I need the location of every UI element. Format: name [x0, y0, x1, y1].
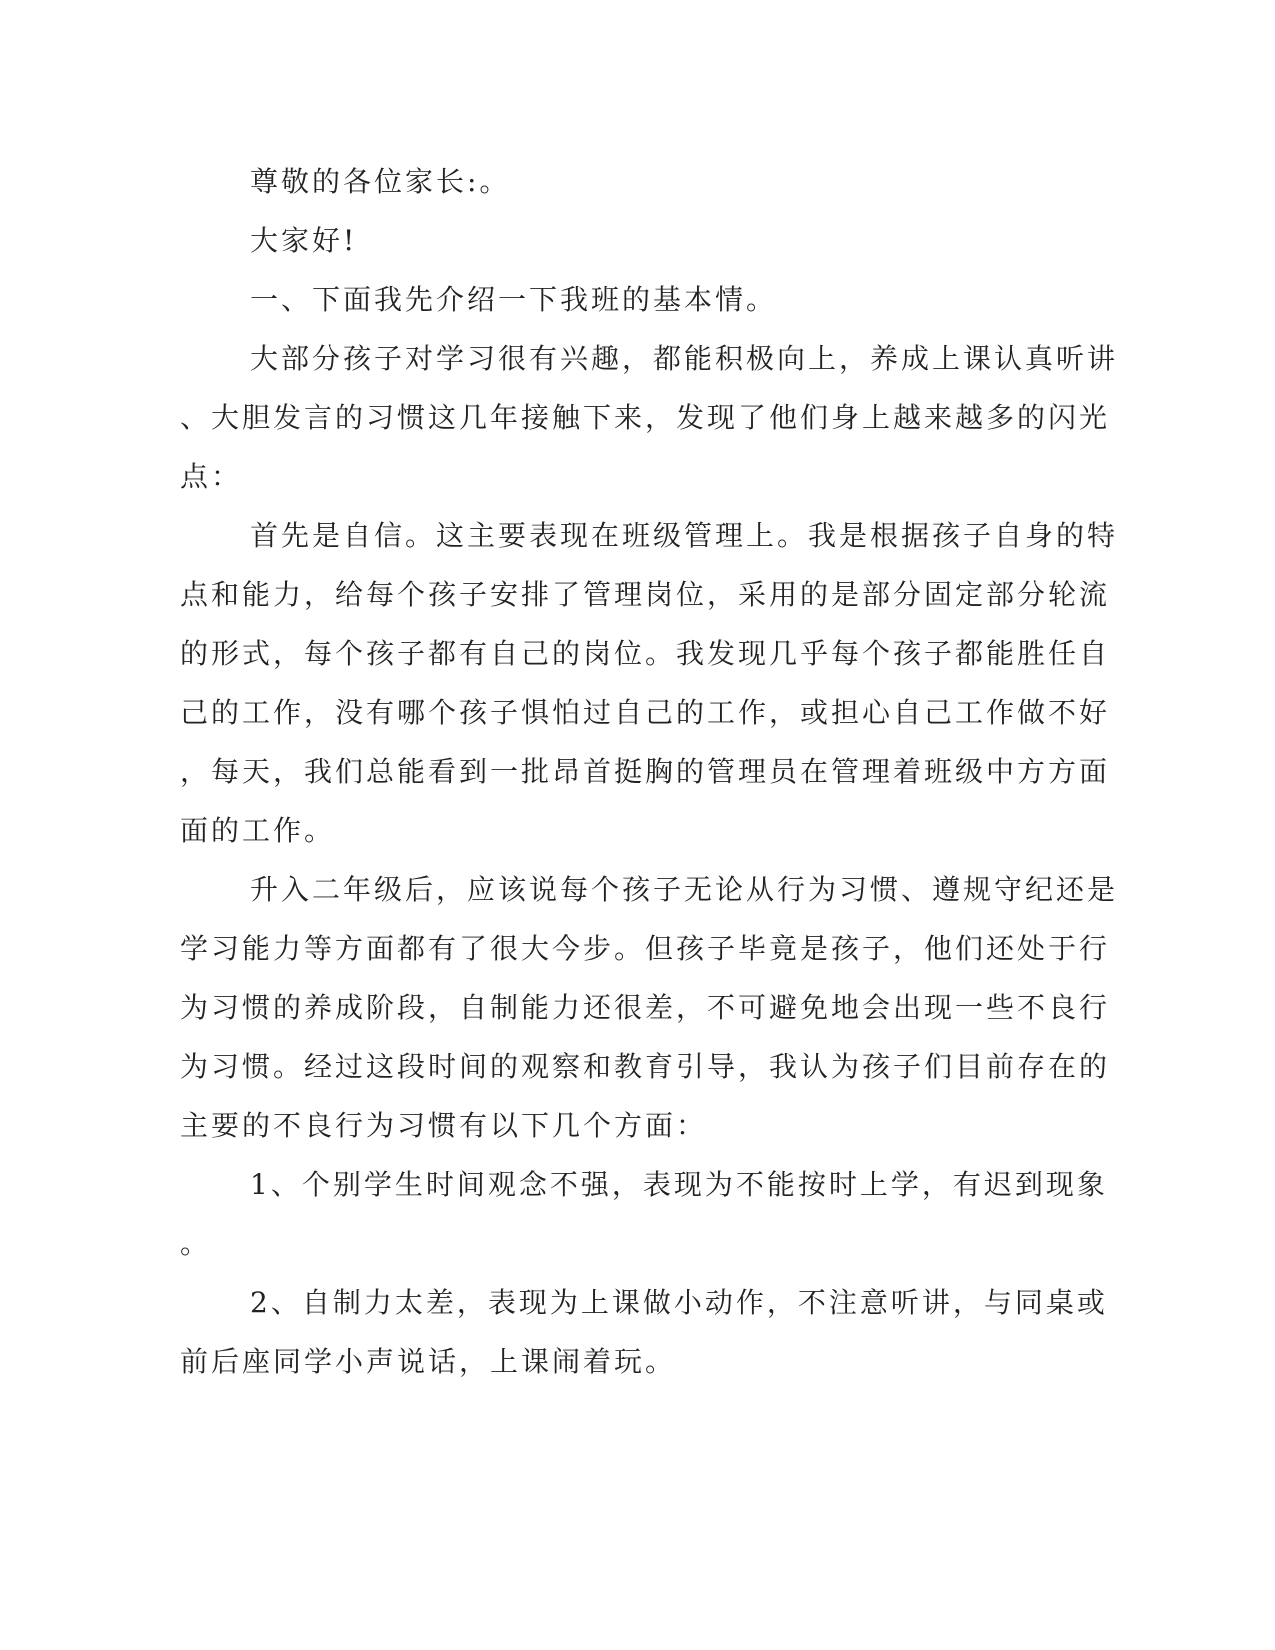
greeting: 大家好!	[250, 224, 358, 257]
paragraph-line: 为习惯的养成阶段，自制能力还很差，不可避免地会出现一些不良行	[180, 991, 1111, 1024]
paragraph-line: 升入二年级后，应该说每个孩子无论从行为习惯、遵规守纪还是	[250, 873, 1119, 906]
paragraph-line: 点和能力，给每个孩子安排了管理岗位，采用的是部分固定部分轮流	[180, 578, 1111, 611]
paragraph-line: 首先是自信。这主要表现在班级管理上。我是根据孩子自身的特	[250, 519, 1119, 552]
list-item-line: 。	[180, 1227, 212, 1260]
paragraph-line: 主要的不良行为习惯有以下几个方面：	[180, 1109, 708, 1142]
list-item-line: 前后座同学小声说话，上课闹着玩。	[180, 1345, 677, 1378]
paragraph-line: ，每天，我们总能看到一批昂首挺胸的管理员在管理着班级中方方面	[180, 755, 1111, 788]
salutation: 尊敬的各位家长:。	[250, 165, 511, 198]
section-heading: 一、下面我先介绍一下我班的基本情。	[250, 283, 778, 316]
paragraph-line: 己的工作，没有哪个孩子惧怕过自己的工作，或担心自己工作做不好	[180, 696, 1111, 729]
paragraph-line: 、大胆发言的习惯这几年接触下来，发现了他们身上越来越多的闪光	[180, 401, 1111, 434]
list-item-line: 2、自制力太差，表现为上课做小动作，不注意听讲，与同桌或	[250, 1286, 1108, 1319]
paragraph-line: 为习惯。经过这段时间的观察和教育引导，我认为孩子们目前存在的	[180, 1050, 1111, 1083]
paragraph-line: 的形式，每个孩子都有自己的岗位。我发现几乎每个孩子都能胜任自	[180, 637, 1111, 670]
paragraph-line: 大部分孩子对学习很有兴趣，都能积极向上，养成上课认真听讲	[250, 342, 1119, 375]
paragraph-line: 点：	[180, 460, 243, 493]
paragraph-line: 学习能力等方面都有了很大今步。但孩子毕竟是孩子，他们还处于行	[180, 932, 1111, 965]
list-item-line: 1、个别学生时间观念不强，表现为不能按时上学，有迟到现象	[250, 1168, 1108, 1201]
paragraph-line: 面的工作。	[180, 814, 336, 847]
